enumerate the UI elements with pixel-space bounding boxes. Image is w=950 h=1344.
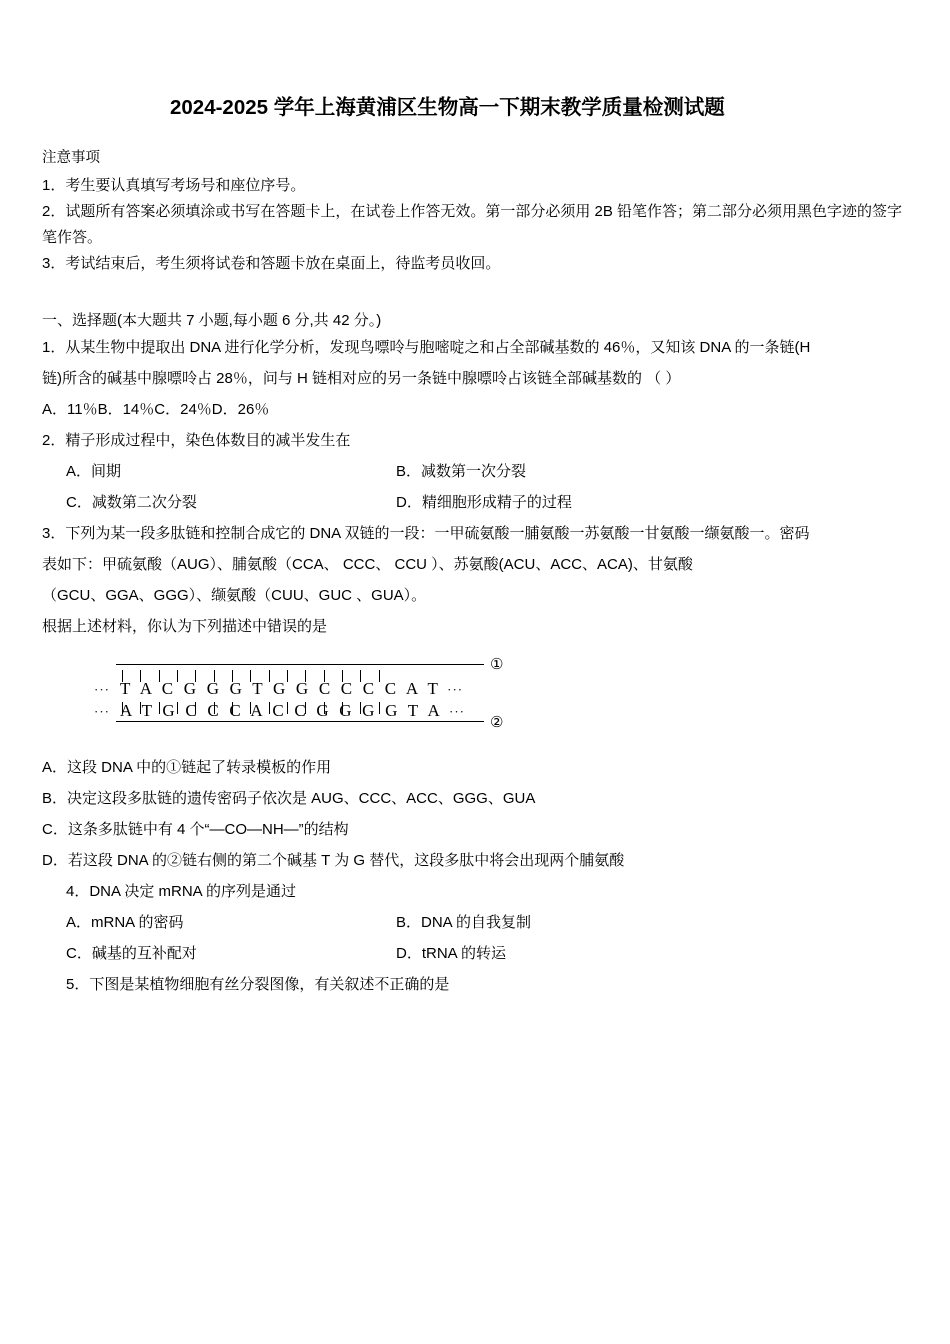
question-1-stem: [42, 332, 908, 363]
dna-strand-top: [94, 678, 463, 701]
question-4-stem: [66, 876, 908, 907]
question-4-option-b: B．DNA 的自我复制: [396, 914, 532, 931]
dna-dots-bottom-right: ···: [449, 704, 465, 720]
question-3-option-a: A．这段 DNA 中的①链起了转录模板的作用: [42, 759, 332, 776]
question-2-option-d: D．精细胞形成精子的过程: [396, 494, 572, 511]
question-2-option-b: B．减数第一次分裂: [396, 463, 527, 480]
notice-item-2: 2．试题所有答案必须填涂或书写在答题卡上，在试卷上作答无效。第一部分必须用 2B 铅笔作答；第二部分必须用黑色字迹的签字笔作答。: [42, 203, 903, 246]
question-3-number: 3．: [42, 525, 66, 542]
dna-dots-top-right: ···: [447, 682, 464, 698]
question-2-options-row-1: [42, 456, 908, 487]
dna-strand-bottom-sequence: A T G C C C A C C G G G G T A: [120, 701, 443, 720]
question-2-stem: [42, 425, 908, 456]
dna-dots-top-left: ···: [94, 682, 110, 698]
question-3-stem: [42, 518, 908, 549]
dna-strand-bottom: [94, 700, 465, 723]
question-1-text: 从某生物中提取出 DNA 进行化学分析，发现鸟嘌呤与胞嘧啶之和占全部碱基数的 46％，又知该 DNA 的一条链(H: [65, 339, 811, 356]
question-3-stem-cont-2: （GCU、GGA、GGG）、缬氨酸（CUU、GUC 、GUA）。: [42, 587, 427, 604]
question-1-stem-cont: 链)所含的碱基中腺嘌呤占 28％，问与 H 链相对应的另一条链中腺嘌呤占该链全部碱基数的 （ ）: [42, 370, 681, 387]
dna-double-strand-figure: [94, 656, 514, 742]
question-5-stem: [66, 969, 908, 1000]
question-5-number: 5．: [66, 976, 90, 993]
dna-label-strand-1: ①: [490, 657, 504, 673]
section-title-multiple-choice: 一、选择题(本大题共 7 小题,每小题 6 分,共 42 分。): [42, 312, 382, 329]
dna-backbone-top-line: [116, 664, 484, 665]
question-5-text: 下图是某植物细胞有丝分裂图像，有关叙述不正确的是: [89, 976, 450, 993]
question-1-number: 1．: [42, 339, 66, 356]
question-3-option-c: C．这条多肽链中有 4 个“—CO—NH—”的结构: [42, 821, 349, 838]
question-3-text: 下列为某一段多肽链和控制合成它的 DNA 双链的一段：一甲硫氨酸一脯氨酸一苏氨酸一甘氨酸一缬氨酸一。密码: [65, 525, 810, 542]
question-4-options-row-1: [42, 907, 908, 938]
notice-item-3: 3．考试结束后，考生须将试卷和答题卡放在桌面上，待监考员收回。: [42, 255, 501, 272]
dna-dots-bottom-left: ···: [94, 704, 110, 720]
question-4-number: 4．: [66, 883, 90, 900]
dna-label-strand-2: ②: [490, 715, 504, 731]
question-4-text: DNA 决定 mRNA 的序列是通过: [89, 883, 297, 900]
notice-item-1: 1．考生要认真填写考场号和座位序号。: [42, 177, 306, 194]
question-2-option-a: A．间期: [66, 463, 122, 480]
question-4-option-d: D．tRNA 的转运: [396, 945, 507, 962]
question-3-option-d: D．若这段 DNA 的②链右侧的第二个碱基 T 为 G 替代，这段多肽中将会出现两个脯氨酸: [42, 852, 625, 869]
question-3-option-b: B．决定这段多肽链的遗传密码子依次是 AUG、CCC、ACC、GGG、GUA: [42, 790, 536, 807]
question-2-option-c: C．减数第二次分裂: [66, 494, 197, 511]
page-title: 2024-2025 学年上海黄浦区生物高一下期末教学质量检测试题: [170, 96, 725, 119]
question-4-option-c: C．碱基的互补配对: [66, 945, 197, 962]
question-4-option-a: A．mRNA 的密码: [66, 914, 184, 931]
question-2-text: 精子形成过程中，染色体数目的减半发生在: [65, 432, 351, 449]
notice-heading: 注意事项: [42, 150, 100, 166]
question-2-number: 2．: [42, 432, 66, 449]
question-3-stem-cont-1: 表如下：甲硫氨酸（AUG）、脯氨酸（CCA、 CCC、 CCU ）、苏氨酸(ACU、ACC、ACA)、甘氨酸: [42, 556, 693, 573]
question-1-options: A．11％B．14％C．24％D．26％: [42, 401, 270, 418]
question-2-options-row-2: [42, 487, 908, 518]
dna-strand-top-sequence: T A C G G G T G G C C C C A T: [120, 679, 442, 698]
question-4-options-row-2: [42, 938, 908, 969]
question-3-stem-cont-3: 根据上述材料，你认为下列描述中错误的是: [42, 618, 328, 635]
